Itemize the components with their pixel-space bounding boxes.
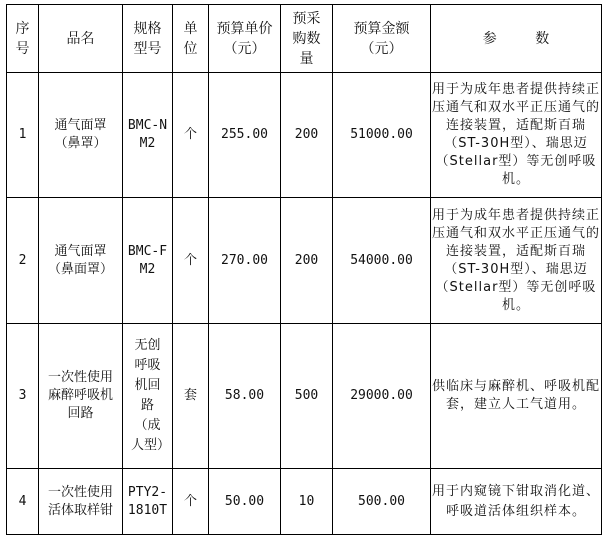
cell-unit: 个 xyxy=(173,73,209,198)
table-row xyxy=(7,198,602,324)
header-index: 序号 xyxy=(7,5,39,73)
header-unit-price: 预算单价（元） xyxy=(209,5,281,73)
header-model: 规格型号 xyxy=(123,5,173,73)
header-row xyxy=(7,5,602,73)
cell-unit-price: 270.00 xyxy=(209,198,281,324)
cell-model: 无创呼吸机回路（成人型） xyxy=(123,324,173,469)
cell-index: 4 xyxy=(7,469,39,535)
cell-amount: 54000.00 xyxy=(333,198,431,324)
cell-name: 一次性使用麻醉呼吸机回路 xyxy=(39,324,123,469)
table-row xyxy=(7,469,602,535)
header-params: 参 数 xyxy=(431,5,602,73)
cell-unit: 个 xyxy=(173,198,209,324)
table-row xyxy=(7,324,602,469)
cell-quantity: 10 xyxy=(281,469,333,535)
cell-unit: 个 xyxy=(173,469,209,535)
header-amount: 预算金额（元） xyxy=(333,5,431,73)
cell-unit-price: 255.00 xyxy=(209,73,281,198)
cell-unit: 套 xyxy=(173,324,209,469)
cell-params: 用于为成年患者提供持续正压通气和双水平正压通气的连接装置，适配斯百瑞（ST-30H型）、瑞思迈（Stellar型）等无创呼吸机。 xyxy=(431,198,602,324)
cell-amount: 500.00 xyxy=(333,469,431,535)
cell-model: BMC-FM2 xyxy=(123,198,173,324)
table-row xyxy=(7,73,602,198)
cell-unit-price: 50.00 xyxy=(209,469,281,535)
cell-unit-price: 58.00 xyxy=(209,324,281,469)
procurement-table xyxy=(6,4,602,535)
cell-amount: 51000.00 xyxy=(333,73,431,198)
cell-params: 供临床与麻醉机、呼吸机配套，建立人工气道用。 xyxy=(431,324,602,469)
cell-quantity: 500 xyxy=(281,324,333,469)
cell-index: 1 xyxy=(7,73,39,198)
cell-name: 通气面罩（鼻面罩） xyxy=(39,198,123,324)
cell-quantity: 200 xyxy=(281,198,333,324)
cell-model: PTY2-1810T xyxy=(123,469,173,535)
cell-params: 用于内窥镜下钳取消化道、呼吸道活体组织样本。 xyxy=(431,469,602,535)
cell-quantity: 200 xyxy=(281,73,333,198)
cell-model: BMC-NM2 xyxy=(123,73,173,198)
cell-name: 一次性使用活体取样钳 xyxy=(39,469,123,535)
cell-index: 3 xyxy=(7,324,39,469)
header-name: 品名 xyxy=(39,5,123,73)
cell-params: 用于为成年患者提供持续正压通气和双水平正压通气的连接装置，适配斯百瑞（ST-30H型）、瑞思迈（Stellar型）等无创呼吸机。 xyxy=(431,73,602,198)
cell-index: 2 xyxy=(7,198,39,324)
cell-amount: 29000.00 xyxy=(333,324,431,469)
header-unit: 单位 xyxy=(173,5,209,73)
header-quantity: 预采购数量 xyxy=(281,5,333,73)
cell-name: 通气面罩（鼻罩） xyxy=(39,73,123,198)
